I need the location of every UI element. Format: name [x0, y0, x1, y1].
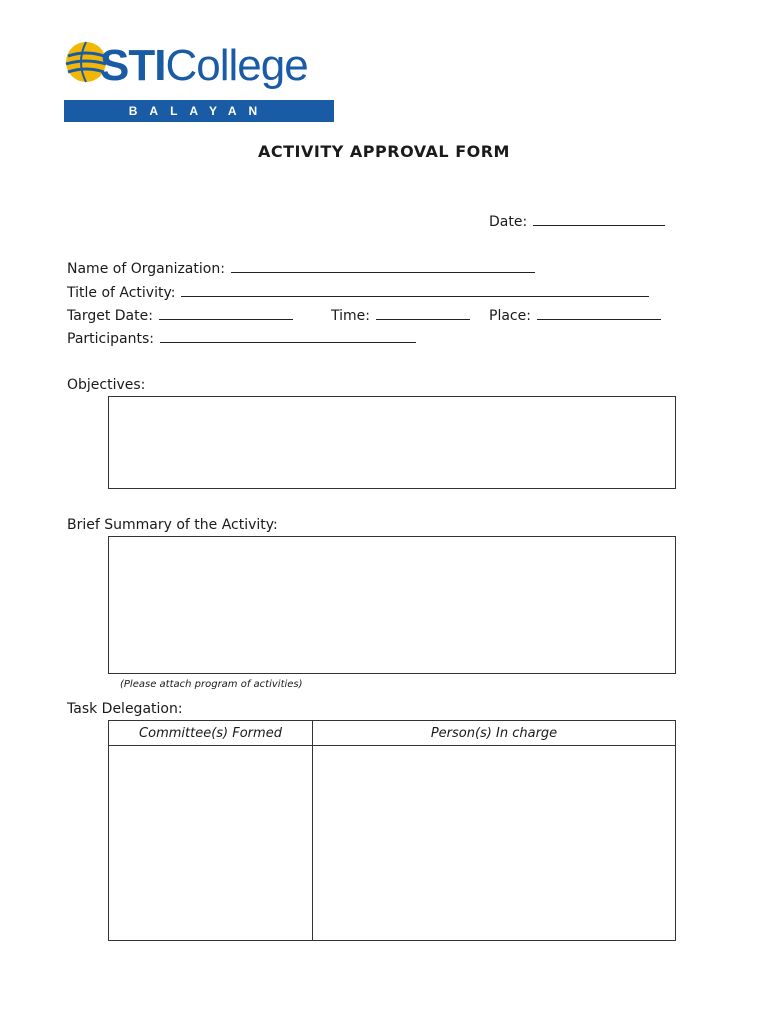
place-label: Place:	[489, 308, 531, 324]
person-in-charge-cell[interactable]	[313, 746, 676, 941]
org-field[interactable]	[231, 258, 535, 273]
committee-cell[interactable]	[109, 746, 313, 941]
place-row	[489, 305, 661, 326]
logo-brand-bold: STI	[100, 41, 166, 90]
date-label: Date:	[489, 214, 528, 230]
logo-brand-light: College	[165, 41, 308, 90]
logo-campus-band: BALAYAN	[64, 100, 334, 122]
task-table-row	[109, 746, 676, 941]
objectives-label: Objectives:	[67, 377, 146, 393]
participants-field[interactable]	[160, 328, 416, 343]
summary-label: Brief Summary of the Activity:	[67, 517, 278, 533]
date-row	[489, 211, 665, 232]
activity-title-label: Title of Activity:	[67, 285, 176, 301]
activity-title-row	[67, 282, 649, 303]
participants-row	[67, 328, 416, 349]
time-field[interactable]	[376, 305, 470, 320]
activity-title-field[interactable]	[181, 282, 649, 297]
time-label: Time:	[331, 308, 370, 324]
place-field[interactable]	[537, 305, 661, 320]
target-date-field[interactable]	[159, 305, 293, 320]
logo-brand-text	[100, 36, 308, 96]
person-in-charge-header: Person(s) In charge	[313, 721, 676, 746]
form-title: ACTIVITY APPROVAL FORM	[258, 142, 510, 161]
org-row	[67, 258, 535, 279]
summary-box[interactable]	[108, 536, 676, 674]
committee-header: Committee(s) Formed	[109, 721, 313, 746]
target-date-label: Target Date:	[67, 308, 153, 324]
task-label: Task Delegation:	[67, 701, 183, 717]
task-delegation-table	[108, 720, 676, 941]
sti-college-logo	[62, 36, 334, 124]
org-label: Name of Organization:	[67, 261, 225, 277]
task-table-header-row	[109, 721, 676, 746]
target-date-row	[67, 305, 293, 326]
objectives-box[interactable]	[108, 396, 676, 489]
time-row	[331, 305, 470, 326]
attach-note: (Please attach program of activities)	[120, 679, 303, 690]
participants-label: Participants:	[67, 331, 154, 347]
date-field[interactable]	[533, 211, 665, 226]
